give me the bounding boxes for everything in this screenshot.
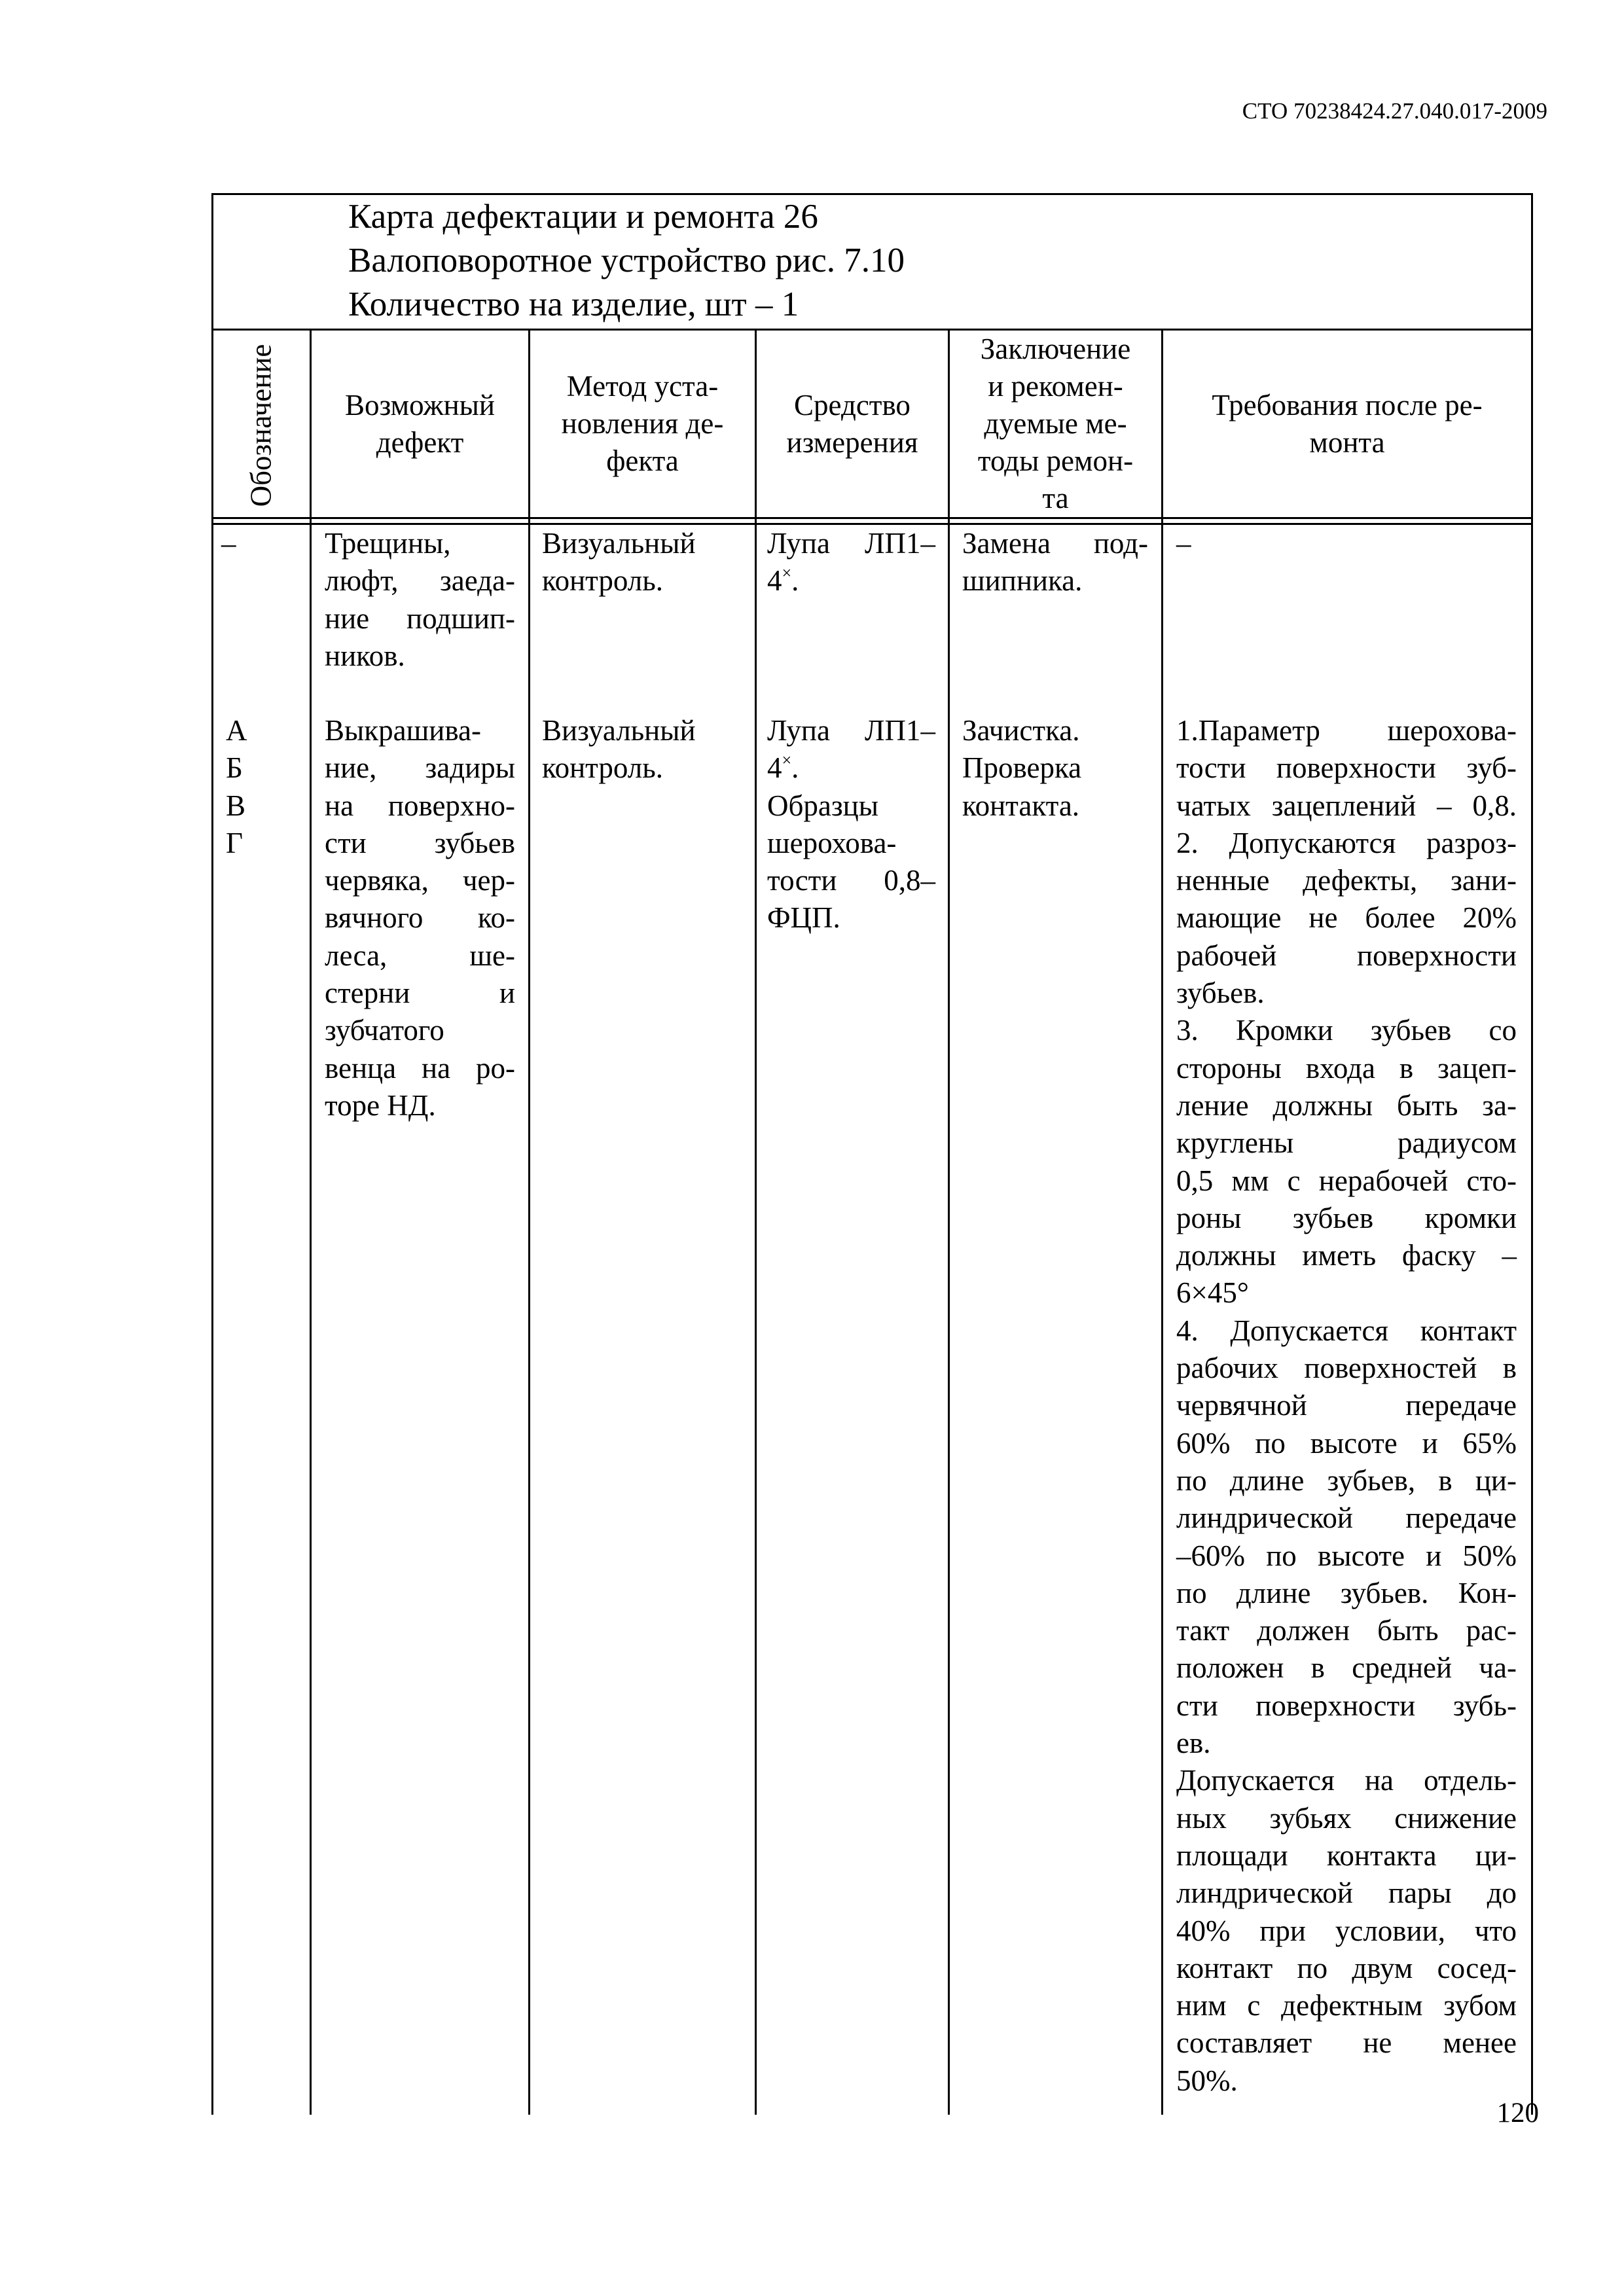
cell-line: В <box>226 789 246 822</box>
cell-line: шипника. <box>962 564 1083 598</box>
magnification-sign: × <box>782 564 792 583</box>
column-header-conclusion-line: дуемые ме- <box>984 407 1127 440</box>
column-header-conclusion-line: и рекомен- <box>988 370 1123 403</box>
cell-line: А <box>226 714 247 747</box>
column-header-conclusion-line: тоды ремон- <box>977 444 1134 477</box>
cell-line: леса, ше- <box>325 939 515 972</box>
cell-line: червяка, чер- <box>325 864 515 897</box>
cell-line: такт должен быть рас- <box>1176 1614 1517 1647</box>
cell-line: червячной передаче <box>1176 1389 1517 1422</box>
cell-line: стерни и <box>325 977 515 1010</box>
cell-line: мающие не более 20% <box>1176 901 1517 935</box>
cell-line: ФЦП. <box>767 901 840 935</box>
table-row-2-method <box>542 712 742 787</box>
cell-line: Г <box>226 826 244 859</box>
column-divider <box>310 329 312 2115</box>
column-header-requirements-line: монта <box>1309 425 1385 459</box>
period: . <box>791 564 799 598</box>
column-header-conclusion <box>950 331 1161 517</box>
column-header-instrument <box>757 331 948 517</box>
cell-line: сти зубьев <box>325 826 515 859</box>
page-number: 120 <box>1496 2098 1539 2128</box>
cell-line: тости 0,8– <box>767 864 935 897</box>
column-divider <box>528 329 530 2115</box>
cell-line: люфт, заеда- <box>325 564 515 598</box>
card-title-line: Валоповоротное устройство рис. 7.10 <box>348 242 905 279</box>
cell-line: 0,5 мм с нерабочей сто- <box>1176 1164 1517 1197</box>
magnification-number: 4 <box>767 751 782 785</box>
cell-line: –60% по высоте и 50% <box>1176 1539 1517 1572</box>
column-header-method-line: Метод уста- <box>566 370 719 403</box>
cell-line: зубчатого <box>325 1014 444 1047</box>
cell-line: 60% по высоте и 65% <box>1176 1426 1517 1460</box>
table-row-1-instrument <box>767 525 935 600</box>
cell-line: – <box>221 527 236 560</box>
column-divider <box>1161 329 1163 2115</box>
cell-line: вячного ко- <box>325 901 515 935</box>
cell-line: контроль. <box>542 751 664 785</box>
column-header-defect-line: Возможный <box>345 388 495 422</box>
card-title <box>348 195 905 327</box>
cell-line: на поверхно- <box>325 789 515 822</box>
column-header-conclusion-line: та <box>1042 482 1069 514</box>
table-row-1-designation <box>221 525 300 562</box>
cell-line: 50%. <box>1176 2064 1238 2097</box>
table-row-1-method <box>542 525 742 600</box>
cell-line: 1.Параметр шерохова- <box>1176 714 1517 747</box>
period: . <box>791 751 799 785</box>
cell-line: по длине зубьев, в ци- <box>1176 1463 1517 1497</box>
column-divider <box>755 329 757 2115</box>
column-divider <box>948 329 950 2115</box>
cell-line: Визуальный <box>542 714 696 747</box>
cell-line: линдрической пары до <box>1176 1876 1517 1910</box>
cell-line: ним с дефектным зубом <box>1176 1989 1517 2022</box>
table-row-2-designation <box>226 712 291 862</box>
column-header-method-line: фекта <box>606 444 679 477</box>
cell-line: ев. <box>1176 1727 1211 1760</box>
cell-line: ление должны быть за- <box>1176 1088 1517 1122</box>
cell-line: Зачистка. <box>962 714 1080 747</box>
cell-line: ников. <box>325 639 405 672</box>
cell-line: роны зубьев кромки <box>1176 1201 1517 1234</box>
table-row-2-defect <box>325 712 515 1124</box>
cell-line: по длине зубьев. Кон- <box>1176 1576 1517 1609</box>
card-title-line: Количество на изделие, шт – 1 <box>348 285 799 323</box>
column-header-designation-text: Обозначение <box>244 344 278 507</box>
table-row-1-defect <box>325 525 515 675</box>
column-header-requirements <box>1163 331 1531 517</box>
cell-line: ненные дефекты, зани- <box>1176 864 1517 897</box>
column-header-defect <box>312 331 528 517</box>
cell-line: 4. Допускается контакт <box>1176 1314 1517 1347</box>
cell-line <box>767 749 935 787</box>
column-header-instrument-line: Средство <box>794 388 911 422</box>
cell-line: Проверка <box>962 751 1082 785</box>
cell-line: стороны входа в зацеп- <box>1176 1051 1517 1085</box>
column-header-requirements-line: Требования после ре- <box>1212 388 1483 422</box>
cell-line: Выкрашива- <box>325 714 481 747</box>
column-header-method <box>530 331 755 517</box>
cell-line: – <box>1176 527 1191 560</box>
cell-line: сти поверхности зубь- <box>1176 1689 1517 1722</box>
cell-line: ние подшип- <box>325 601 515 635</box>
table-row-1-requirements <box>1176 525 1517 562</box>
cell-line: 2. Допускаются разроз- <box>1176 826 1517 859</box>
cell-line: положен в средней ча- <box>1176 1651 1517 1685</box>
cell-line: ных зубьях снижение <box>1176 1801 1517 1835</box>
cell-line: контакта. <box>962 789 1080 822</box>
cell-line: торе НД. <box>325 1088 436 1122</box>
cell-line: ние, задиры <box>325 751 515 785</box>
header-bottom-line <box>211 517 1533 519</box>
cell-line: должны иметь фаску – <box>1176 1239 1517 1272</box>
cell-line: линдрической передаче <box>1176 1501 1517 1535</box>
cell-line: Лупа ЛП1– <box>767 714 935 747</box>
cell-line: венца на ро- <box>325 1051 515 1085</box>
column-header-conclusion-line: Заключение <box>980 332 1131 365</box>
cell-line: Допускается на отдель- <box>1176 1764 1517 1797</box>
cell-line: составляет не менее <box>1176 2026 1517 2060</box>
cell-line: 6×45° <box>1176 1276 1249 1310</box>
cell-line: 40% при условии, что <box>1176 1914 1517 1947</box>
cell-line: 3. Кромки зубьев со <box>1176 1014 1517 1047</box>
cell-line: Б <box>226 751 243 785</box>
table-row-2-conclusion <box>962 712 1148 825</box>
cell-line: Лупа ЛП1– <box>767 527 935 560</box>
cell-line: круглены радиусом <box>1176 1126 1517 1160</box>
card-title-line: Карта дефектации и ремонта 26 <box>348 198 818 236</box>
cell-line: контроль. <box>542 564 664 598</box>
magnification-number: 4 <box>767 564 782 598</box>
column-header-instrument-line: измерения <box>786 425 918 459</box>
document-code: СТО 70238424.27.040.017-2009 <box>1242 98 1547 124</box>
column-header-defect-line: дефект <box>376 425 464 459</box>
cell-line: чатых зацеплений – 0,8. <box>1176 789 1517 822</box>
cell-line: тости поверхности зуб- <box>1176 751 1517 785</box>
cell-line: Визуальный <box>542 527 696 560</box>
cell-line: рабочих поверхностей в <box>1176 1352 1517 1385</box>
magnification-sign: × <box>782 751 792 770</box>
column-header-method-line: новления де- <box>561 407 724 440</box>
table-row-2-instrument <box>767 712 935 937</box>
cell-line: Замена под- <box>962 527 1148 560</box>
cell-line: Образцы <box>767 789 878 822</box>
table-row-2-requirements <box>1176 712 1517 2100</box>
cell-line <box>767 562 935 600</box>
cell-line: площади контакта ци- <box>1176 1839 1517 1872</box>
frame-right-line <box>1531 193 1533 2115</box>
column-header-designation <box>211 331 310 520</box>
cell-line: зубьев. <box>1176 977 1265 1010</box>
table-row-1-conclusion <box>962 525 1148 600</box>
cell-line: контакт по двум сосед- <box>1176 1951 1517 1984</box>
cell-line: Трещины, <box>325 527 451 560</box>
cell-line: шерохова- <box>767 826 897 859</box>
cell-line: рабочей поверхности <box>1176 939 1517 972</box>
